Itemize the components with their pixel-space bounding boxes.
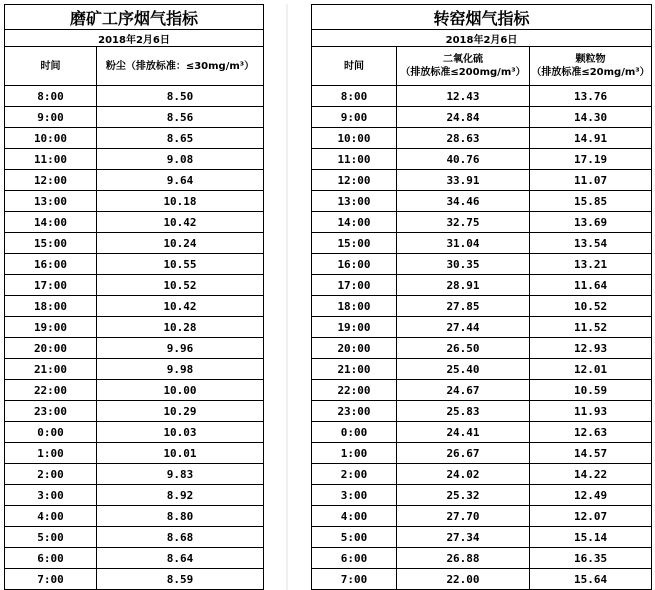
left-table-title: 磨矿工序烟气指标 [5, 5, 264, 30]
time-cell: 2:00 [5, 464, 97, 485]
time-cell: 6:00 [5, 548, 97, 569]
value-cell: 14.91 [530, 128, 652, 149]
value-cell: 8.80 [97, 506, 264, 527]
value-cell: 22.00 [397, 569, 530, 590]
time-cell: 16:00 [312, 254, 397, 275]
time-cell: 13:00 [5, 191, 97, 212]
value-cell: 27.85 [397, 296, 530, 317]
table-row [312, 212, 652, 233]
value-cell: 24.67 [397, 380, 530, 401]
value-cell: 10.59 [530, 380, 652, 401]
time-cell: 17:00 [5, 275, 97, 296]
time-cell: 22:00 [5, 380, 97, 401]
table-row [5, 548, 264, 569]
value-cell: 26.88 [397, 548, 530, 569]
time-cell: 14:00 [5, 212, 97, 233]
value-cell: 13.54 [530, 233, 652, 254]
value-cell: 26.50 [397, 338, 530, 359]
kiln-flue-gas-table [311, 4, 652, 590]
table-row [5, 296, 264, 317]
grinding-process-flue-gas-table [4, 4, 264, 590]
value-cell: 11.07 [530, 170, 652, 191]
value-cell: 9.08 [97, 149, 264, 170]
table-row [312, 128, 652, 149]
time-cell: 23:00 [312, 401, 397, 422]
value-cell: 8.56 [97, 107, 264, 128]
table-row [5, 338, 264, 359]
value-cell: 14.57 [530, 443, 652, 464]
value-cell: 11.64 [530, 275, 652, 296]
value-cell: 25.40 [397, 359, 530, 380]
table-row [312, 464, 652, 485]
time-cell: 23:00 [5, 401, 97, 422]
table-row [5, 212, 264, 233]
table-row [312, 527, 652, 548]
table-row [312, 443, 652, 464]
table-row [312, 191, 652, 212]
table-row [312, 317, 652, 338]
value-cell: 26.67 [397, 443, 530, 464]
value-cell: 15.14 [530, 527, 652, 548]
table-row [312, 380, 652, 401]
value-cell: 12.63 [530, 422, 652, 443]
time-cell: 15:00 [312, 233, 397, 254]
time-cell: 8:00 [5, 86, 97, 107]
value-cell: 10.00 [97, 380, 264, 401]
time-cell: 11:00 [5, 149, 97, 170]
table-row [5, 443, 264, 464]
value-cell: 10.28 [97, 317, 264, 338]
table-row [312, 275, 652, 296]
value-cell: 11.52 [530, 317, 652, 338]
time-cell: 10:00 [312, 128, 397, 149]
table-row [5, 191, 264, 212]
time-cell: 10:00 [5, 128, 97, 149]
value-cell: 8.64 [97, 548, 264, 569]
table-row [5, 107, 264, 128]
value-cell: 25.32 [397, 485, 530, 506]
time-cell: 19:00 [5, 317, 97, 338]
value-cell: 25.83 [397, 401, 530, 422]
value-cell: 8.50 [97, 86, 264, 107]
value-cell: 10.24 [97, 233, 264, 254]
so2-label: 二氧化硫 [443, 54, 483, 65]
time-cell: 0:00 [312, 422, 397, 443]
time-cell: 7:00 [312, 569, 397, 590]
table-row [312, 485, 652, 506]
time-cell: 7:00 [5, 569, 97, 590]
right-header-time: 时间 [312, 47, 397, 86]
table-row [5, 485, 264, 506]
left-table-date: 2018年2月6日 [5, 30, 264, 47]
right-table-title: 转窑烟气指标 [312, 5, 652, 30]
table-row [312, 149, 652, 170]
time-cell: 22:00 [312, 380, 397, 401]
table-row [5, 401, 264, 422]
table-row [312, 170, 652, 191]
table-row [312, 254, 652, 275]
value-cell: 12.01 [530, 359, 652, 380]
particulate-standard: （排放标准≤20mg/m³） [531, 67, 650, 78]
value-cell: 33.91 [397, 170, 530, 191]
table-row [312, 422, 652, 443]
time-cell: 4:00 [5, 506, 97, 527]
left-header-dust: 粉尘（排放标准：≤30mg/m³） [97, 47, 264, 86]
table-row [5, 317, 264, 338]
value-cell: 27.34 [397, 527, 530, 548]
table-row [312, 338, 652, 359]
table-row [312, 86, 652, 107]
value-cell: 10.52 [97, 275, 264, 296]
time-cell: 21:00 [312, 359, 397, 380]
value-cell: 24.84 [397, 107, 530, 128]
value-cell: 10.18 [97, 191, 264, 212]
value-cell: 9.96 [97, 338, 264, 359]
time-cell: 12:00 [5, 170, 97, 191]
value-cell: 10.52 [530, 296, 652, 317]
table-row [5, 569, 264, 590]
table-row [5, 464, 264, 485]
table-row [312, 107, 652, 128]
table-row [5, 380, 264, 401]
value-cell: 12.49 [530, 485, 652, 506]
table-row [5, 275, 264, 296]
value-cell: 9.83 [97, 464, 264, 485]
time-cell: 4:00 [312, 506, 397, 527]
value-cell: 9.64 [97, 170, 264, 191]
time-cell: 19:00 [312, 317, 397, 338]
value-cell: 8.92 [97, 485, 264, 506]
right-header-so2 [397, 47, 530, 86]
particulate-label: 颗粒物 [575, 54, 606, 65]
time-cell: 17:00 [312, 275, 397, 296]
table-row [5, 359, 264, 380]
time-cell: 15:00 [5, 233, 97, 254]
table-row [5, 86, 264, 107]
table-row [5, 128, 264, 149]
time-cell: 2:00 [312, 464, 397, 485]
table-row [5, 170, 264, 191]
value-cell: 30.35 [397, 254, 530, 275]
value-cell: 10.01 [97, 443, 264, 464]
value-cell: 14.22 [530, 464, 652, 485]
time-cell: 14:00 [312, 212, 397, 233]
value-cell: 24.02 [397, 464, 530, 485]
value-cell: 13.76 [530, 86, 652, 107]
left-header-time: 时间 [5, 47, 97, 86]
time-cell: 12:00 [312, 170, 397, 191]
right-table-date: 2018年2月6日 [312, 30, 652, 47]
table-row [5, 149, 264, 170]
value-cell: 10.55 [97, 254, 264, 275]
table-row [5, 527, 264, 548]
time-cell: 9:00 [312, 107, 397, 128]
value-cell: 9.98 [97, 359, 264, 380]
table-row [312, 401, 652, 422]
time-cell: 8:00 [312, 86, 397, 107]
time-cell: 16:00 [5, 254, 97, 275]
time-cell: 3:00 [5, 485, 97, 506]
value-cell: 34.46 [397, 191, 530, 212]
table-row [5, 506, 264, 527]
time-cell: 6:00 [312, 548, 397, 569]
table-row [5, 254, 264, 275]
value-cell: 27.70 [397, 506, 530, 527]
value-cell: 12.93 [530, 338, 652, 359]
table-row [5, 233, 264, 254]
value-cell: 28.63 [397, 128, 530, 149]
value-cell: 16.35 [530, 548, 652, 569]
value-cell: 11.93 [530, 401, 652, 422]
value-cell: 10.42 [97, 296, 264, 317]
value-cell: 27.44 [397, 317, 530, 338]
value-cell: 8.65 [97, 128, 264, 149]
value-cell: 13.69 [530, 212, 652, 233]
time-cell: 20:00 [312, 338, 397, 359]
value-cell: 12.43 [397, 86, 530, 107]
time-cell: 13:00 [312, 191, 397, 212]
time-cell: 18:00 [312, 296, 397, 317]
value-cell: 28.91 [397, 275, 530, 296]
time-cell: 21:00 [5, 359, 97, 380]
time-cell: 3:00 [312, 485, 397, 506]
time-cell: 9:00 [5, 107, 97, 128]
value-cell: 10.29 [97, 401, 264, 422]
value-cell: 15.64 [530, 569, 652, 590]
table-row [312, 233, 652, 254]
table-row [312, 506, 652, 527]
time-cell: 5:00 [312, 527, 397, 548]
table-row [312, 359, 652, 380]
time-cell: 5:00 [5, 527, 97, 548]
so2-standard: （排放标准≤200mg/m³） [400, 67, 526, 78]
time-cell: 11:00 [312, 149, 397, 170]
value-cell: 10.42 [97, 212, 264, 233]
value-cell: 8.68 [97, 527, 264, 548]
value-cell: 14.30 [530, 107, 652, 128]
value-cell: 32.75 [397, 212, 530, 233]
right-header-particulate [530, 47, 652, 86]
value-cell: 10.03 [97, 422, 264, 443]
time-cell: 1:00 [312, 443, 397, 464]
time-cell: 1:00 [5, 443, 97, 464]
value-cell: 24.41 [397, 422, 530, 443]
value-cell: 15.85 [530, 191, 652, 212]
table-row [312, 548, 652, 569]
value-cell: 40.76 [397, 149, 530, 170]
table-row [5, 422, 264, 443]
time-cell: 20:00 [5, 338, 97, 359]
spreadsheet-gridlines [263, 4, 311, 590]
value-cell: 17.19 [530, 149, 652, 170]
value-cell: 8.59 [97, 569, 264, 590]
value-cell: 31.04 [397, 233, 530, 254]
table-row [312, 296, 652, 317]
time-cell: 0:00 [5, 422, 97, 443]
value-cell: 13.21 [530, 254, 652, 275]
value-cell: 12.07 [530, 506, 652, 527]
table-row [312, 569, 652, 590]
time-cell: 18:00 [5, 296, 97, 317]
